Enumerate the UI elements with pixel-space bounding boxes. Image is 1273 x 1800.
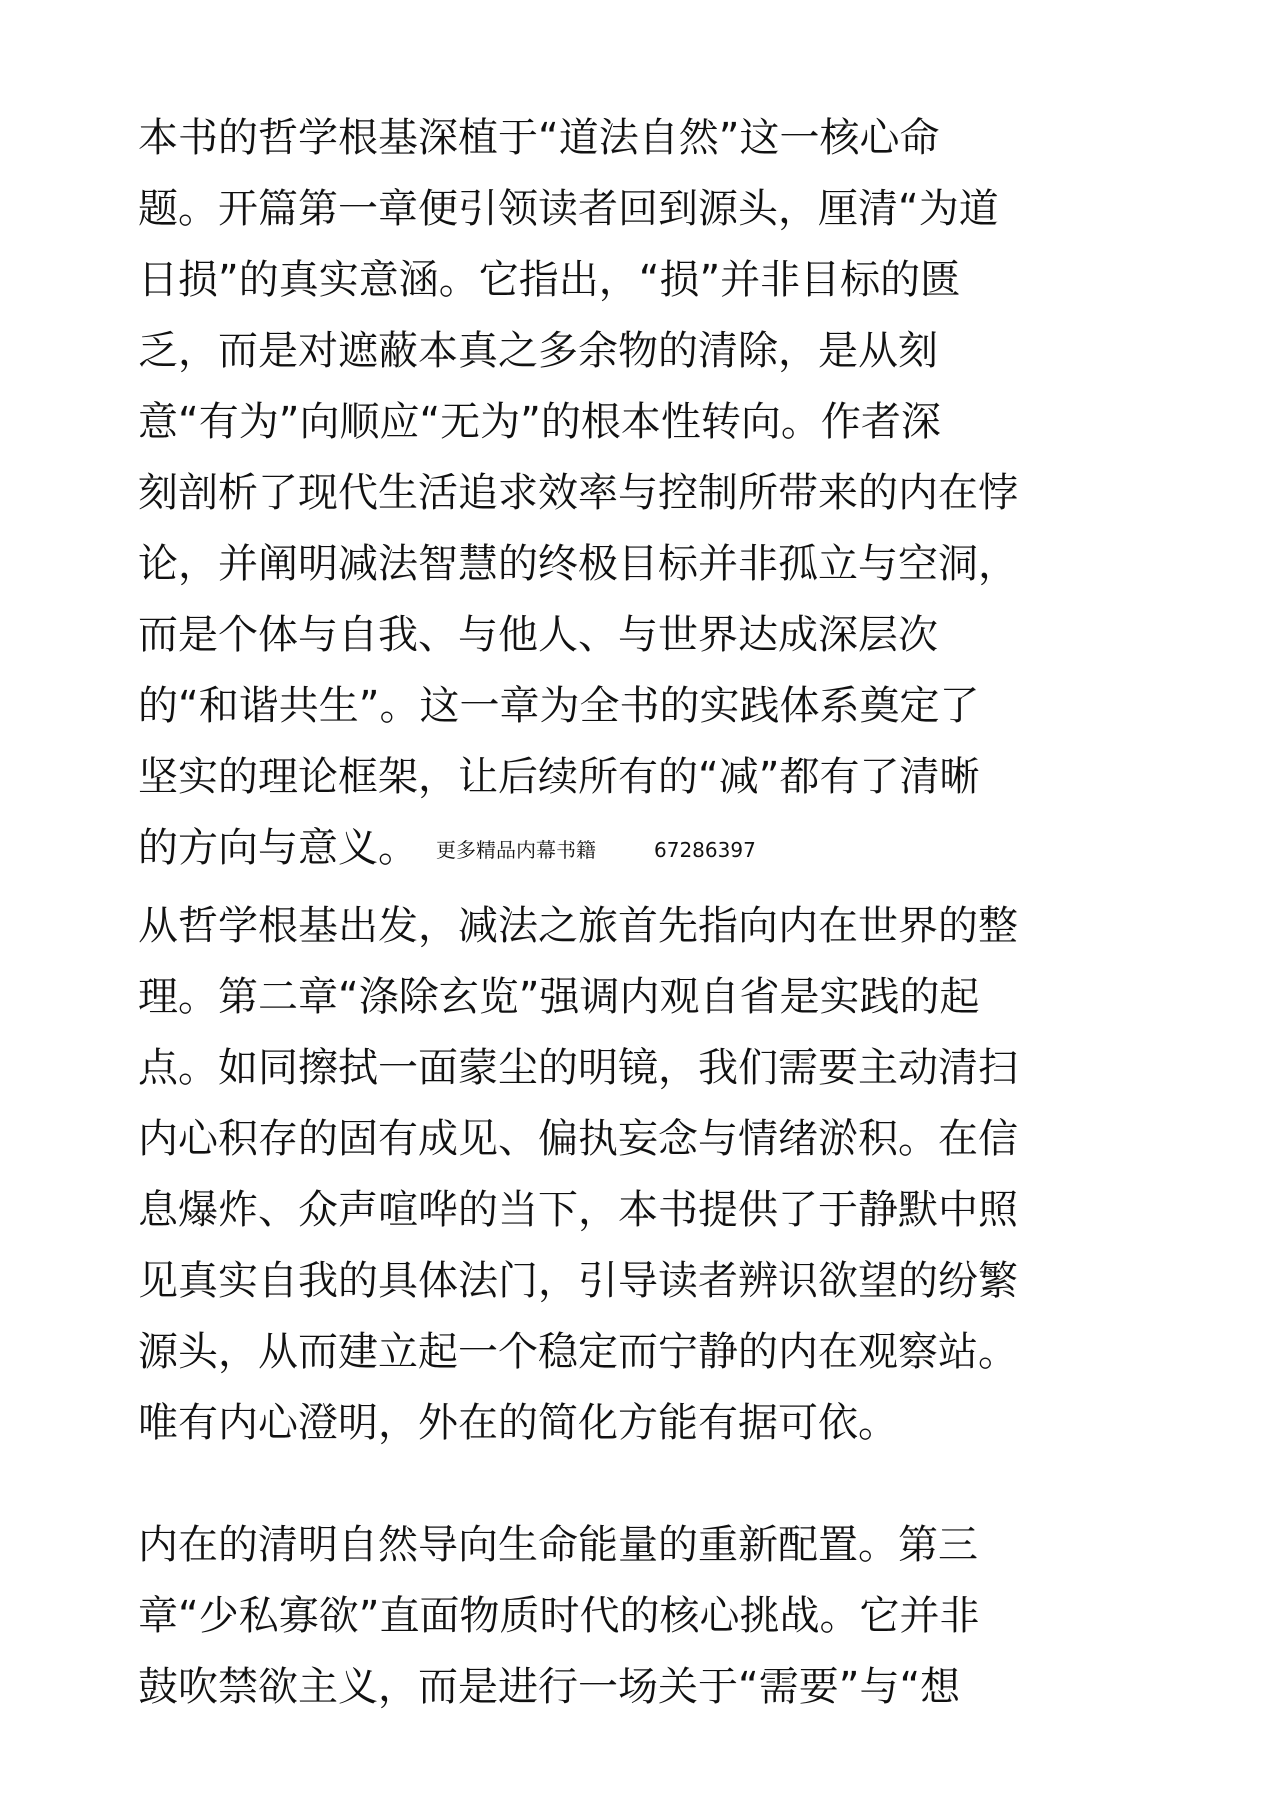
promo-note: 更多精品内幕书籍	[436, 838, 596, 862]
paragraph-line-text: 的方向与意义。	[138, 825, 418, 871]
paragraph-line: 理。第二章“涤除玄览”强调内观自省是实践的起	[138, 974, 980, 1020]
paragraph-line: 章“少私寡欲”直面物质时代的核心挑战。它并非	[138, 1593, 980, 1639]
paragraph-line: 的“和谐共生”。这一章为全书的实践体系奠定了	[138, 683, 980, 729]
promo-code: 67286397	[654, 837, 756, 862]
paragraph-line: 日损”的真实意涵。它指出，“损”并非目标的匮	[138, 257, 961, 303]
paragraph-line: 内在的清明自然导向生命能量的重新配置。第三	[138, 1522, 978, 1568]
paragraph-line: 乏，而是对遮蔽本真之多余物的清除，是从刻	[138, 328, 938, 374]
paragraph-line: 意“有为”向顺应“无为”的根本性转向。作者深	[138, 399, 941, 445]
paragraph-line: 题。开篇第一章便引领读者回到源头，厘清“为道	[138, 186, 999, 232]
paragraph-3	[138, 1510, 1138, 1723]
paragraph-line: 本书的哲学根基深植于“道法自然”这一核心命	[138, 115, 940, 161]
paragraph-line: 息爆炸、众声喧哗的当下，本书提供了于静默中照	[138, 1187, 1018, 1233]
paragraph-line: 点。如同擦拭一面蒙尘的明镜，我们需要主动清扫	[138, 1045, 1018, 1091]
paragraph-line: 刻剖析了现代生活追求效率与控制所带来的内在悖	[138, 470, 1018, 516]
paragraph-line: 论，并阐明减法智慧的终极目标并非孤立与空洞，	[138, 541, 1018, 587]
paragraph-line: 唯有内心澄明，外在的简化方能有据可依。	[138, 1400, 898, 1446]
paragraph-line: 从哲学根基出发，减法之旅首先指向内在世界的整	[138, 903, 1018, 949]
paragraph-1	[138, 103, 1138, 884]
paragraph-line: 鼓吹禁欲主义，而是进行一场关于“需要”与“想	[138, 1664, 961, 1710]
paragraph-last-line	[138, 813, 1138, 884]
paragraph-2	[138, 891, 1138, 1459]
paragraph-line: 坚实的理论框架，让后续所有的“减”都有了清晰	[138, 754, 980, 800]
paragraph-line: 源头，从而建立起一个稳定而宁静的内在观察站。	[138, 1329, 1018, 1375]
paragraph-line: 而是个体与自我、与他人、与世界达成深层次	[138, 612, 938, 658]
paragraph-line: 内心积存的固有成见、偏执妄念与情绪淤积。在信	[138, 1116, 1018, 1162]
paragraph-line: 见真实自我的具体法门，引导读者辨识欲望的纷繁	[138, 1258, 1018, 1304]
